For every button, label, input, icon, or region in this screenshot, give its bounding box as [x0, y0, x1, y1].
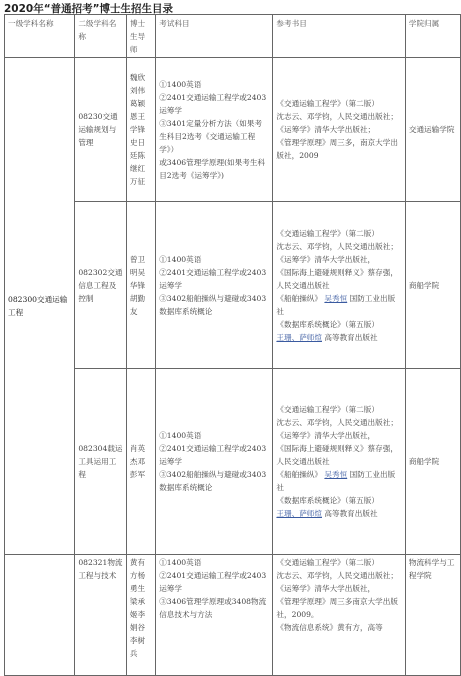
subject-line: ②2401交通运输工程学或2403运筹学	[159, 267, 267, 290]
header-college: 学院归属	[405, 15, 460, 58]
book-line: 《国际海上避碰规则释义》蔡存强，人民交通出版社	[276, 267, 398, 290]
book-line	[276, 507, 401, 520]
header-level2-discipline: 二级学科名称	[75, 15, 127, 58]
subject-line: 或3406管理学原理(如果考生科目2选考《运筹学》)	[159, 157, 266, 180]
level2-discipline-cell: 082321物流工程与技术	[75, 555, 127, 676]
book-line: 《物流信息系统》黄有方，高等	[276, 623, 383, 632]
book-line: 《交通运输工程学》（第二版）	[276, 228, 379, 238]
book-line: 《运筹学》清华大学出版社；	[276, 125, 376, 134]
reference-books-cell	[273, 58, 405, 202]
admission-catalog-table	[4, 14, 461, 676]
book-line: 《国际海上避碰规则释义》蔡存强，人民交通出版社	[276, 444, 398, 466]
exam-subjects-cell	[156, 555, 273, 676]
book-line: 沈志云、邓学钧，人民交通出版社；	[276, 112, 398, 121]
college-cell: 商船学院	[405, 202, 460, 369]
book-line	[276, 331, 401, 344]
book-author-link[interactable]: 吴秀恒	[324, 293, 348, 303]
header-exam-subjects: 考试科目	[156, 15, 273, 58]
book-title: 《船舶操纵》	[276, 470, 322, 479]
exam-subjects-cell	[156, 58, 273, 202]
table-row	[5, 555, 461, 676]
book-line: 《数据库系统概论》（第五版）	[276, 319, 379, 329]
book-line: 《交通运输工程学》（第二版）	[276, 558, 379, 567]
subject-line: ②2401交通运输工程学或2403运筹学	[159, 92, 267, 115]
advisor-cell: 肖英杰邓彭军	[126, 369, 155, 555]
reference-books-cell	[273, 202, 405, 369]
book-line: 《运筹学》清华大学出版社，	[276, 584, 376, 593]
subject-line: ①1400英语	[159, 558, 202, 567]
page-title: 2020年“普通招考”博士生招生目录	[4, 3, 174, 15]
book-line: 《交通运输工程学》（第二版）	[276, 405, 379, 414]
advisor-cell: 黄有方杨勇生梁承姬李娟谷李树兵	[126, 555, 155, 676]
book-author-link[interactable]: 吴秀恒	[324, 470, 348, 479]
subject-line: ①1400英语	[159, 254, 202, 264]
book-line	[276, 468, 401, 494]
advisor-cell: 曾卫明吴华锋胡勤友	[126, 202, 155, 369]
level2-discipline-cell: 082304载运工具运用工程	[75, 369, 127, 555]
book-line: 沈志云、邓学钧，人民交通出版社；	[276, 571, 398, 580]
book-line: 《运筹学》清华大学出版社，	[276, 431, 376, 440]
book-line: 沈志云、邓学钧，人民交通出版社；	[276, 418, 398, 427]
level1-discipline-cell-empty	[5, 555, 75, 676]
reference-books-cell	[273, 555, 405, 676]
college-cell: 物流科学与工程学院	[405, 555, 460, 676]
header-advisor: 博士生导师	[126, 15, 155, 58]
subject-line: ③3402船舶操纵与避碰或3403数据库系统概论	[159, 470, 267, 492]
header-level1-discipline: 一级学科名称	[5, 15, 75, 58]
subject-line: ③3406管理学原理或3408物流信息技术与方法	[159, 597, 267, 619]
table-row	[5, 58, 461, 202]
book-publisher: 国防工业出版社	[276, 470, 396, 492]
college-cell: 交通运输学院	[405, 58, 460, 202]
header-reference-books: 参考书目	[273, 15, 405, 58]
table-header-row	[5, 15, 461, 58]
book-publisher: 国防工业出版社	[276, 293, 396, 316]
book-line: 《数据库系统概论》（第五版）	[276, 496, 379, 505]
level2-discipline-cell: 082302交通信息工程及控制	[75, 202, 127, 369]
book-line: 《交通运输工程学》（第二版）	[276, 99, 379, 108]
exam-subjects-cell	[156, 369, 273, 555]
book-publisher: 高等教育出版社	[324, 332, 378, 342]
book-line: 《管理学原理》周三多南京大学出版社，2009。	[276, 597, 398, 619]
book-publisher: 高等教育出版社	[324, 509, 378, 518]
level1-discipline-cell: 082300交通运输工程	[5, 58, 75, 555]
subject-line: ②2401交通运输工程学或2403运筹学	[159, 444, 267, 466]
book-line: 沈志云、邓学钧，人民交通出版社；	[276, 241, 398, 251]
book-line	[276, 292, 401, 318]
college-cell: 商船学院	[405, 369, 460, 555]
book-line: 《管理学原理》周三多，南京大学出版社，2009	[276, 138, 398, 160]
level2-discipline-cell: 08230交通运输规划与管理	[75, 58, 127, 202]
subject-line: ①1400英语	[159, 431, 202, 440]
exam-subjects-cell	[156, 202, 273, 369]
book-author-link[interactable]: 王珊、萨师煊	[276, 509, 322, 518]
subject-line: ②2401交通运输工程学或2403运筹学	[159, 571, 267, 593]
subject-line: ①1400英语	[159, 79, 202, 89]
book-author-link[interactable]: 王珊、萨师煊	[276, 332, 322, 342]
advisor-cell: 魏欣刘伟葛颖恩王学锋史日廷陈继红万征	[126, 58, 155, 202]
subject-line: ③3402船舶操纵与避碰或3403数据库系统概论	[159, 293, 267, 316]
book-line: 《运筹学》清华大学出版社，	[276, 254, 376, 264]
reference-books-cell	[273, 369, 405, 555]
book-title: 《船舶操纵》	[276, 293, 322, 303]
subject-line: ③3401定量分析方法（如果考生科目2选考《交通运输工程学》）	[159, 118, 263, 154]
